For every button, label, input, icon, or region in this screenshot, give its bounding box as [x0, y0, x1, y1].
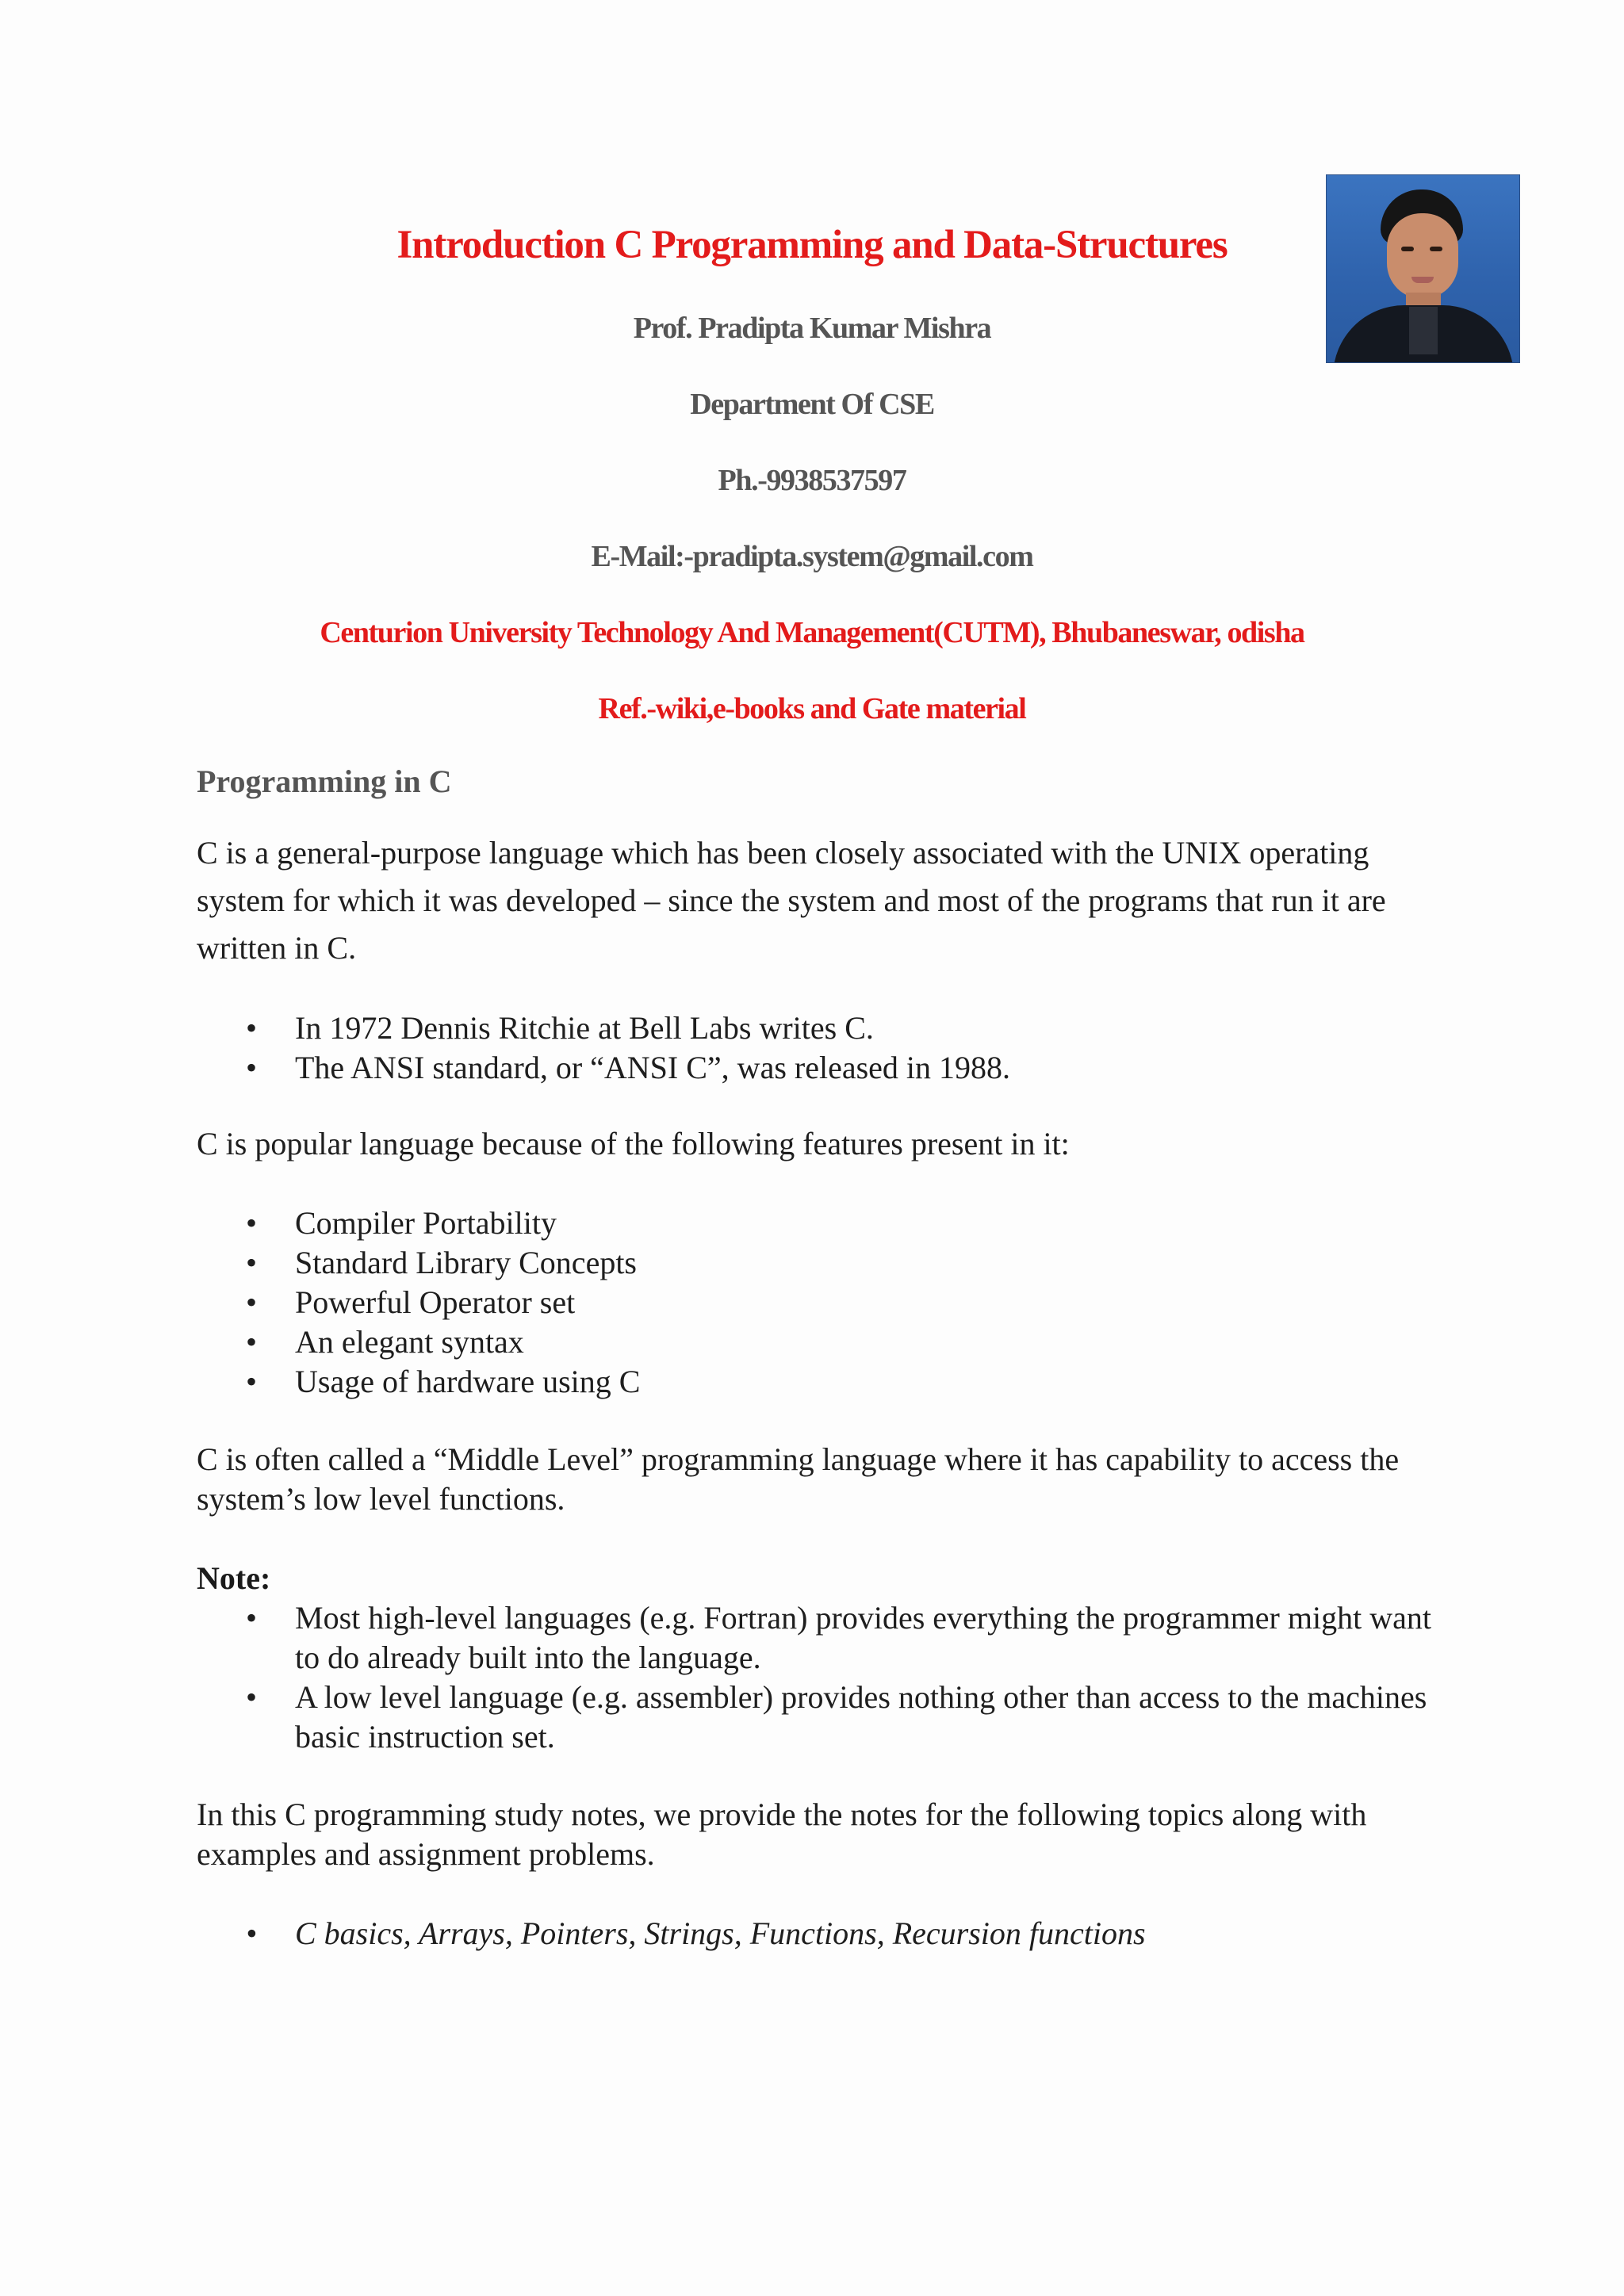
- section-heading: Programming in C: [197, 763, 452, 799]
- list-item: [197, 1914, 1450, 1954]
- list-item-text: Usage of hardware using C: [295, 1364, 641, 1399]
- features-list: [197, 1203, 1450, 1402]
- list-item-text: C basics, Arrays, Pointers, Strings, Functions, Recursion functions: [295, 1915, 1146, 1951]
- list-item-text: A low level language (e.g. assembler) provides nothing other than access to the machines basic instruction set.: [295, 1679, 1427, 1755]
- list-item: [197, 1008, 1450, 1048]
- email-address: E-Mail:-pradipta.system@gmail.com: [591, 540, 1033, 573]
- list-item: [197, 1243, 1450, 1283]
- list-item-text: In 1972 Dennis Ritchie at Bell Labs writes C.: [295, 1010, 874, 1046]
- bullet-icon: •: [246, 1284, 258, 1320]
- list-item: [197, 1048, 1450, 1088]
- list-item: [197, 1362, 1450, 1402]
- history-list: [197, 1008, 1450, 1088]
- list-item-text: The ANSI standard, or “ANSI C”, was released in 1988.: [295, 1050, 1011, 1085]
- reference-line: Ref.-wiki,e-books and Gate material: [598, 692, 1026, 725]
- bullet-icon: •: [246, 1050, 258, 1085]
- bullet-icon: •: [246, 1679, 258, 1715]
- middle-level-paragraph: C is often called a “Middle Level” programming language where it has capability to access the system’s low level functions.: [197, 1441, 1400, 1517]
- phone-number: Ph.-9938537597: [718, 464, 906, 497]
- bullet-icon: •: [246, 1010, 258, 1046]
- intro-paragraph: C is a general-purpose language which has been closely associated with the UNIX operating system for which it was developed – since the system and most of the programs that run it are written in C.: [197, 835, 1386, 966]
- notes-list: [197, 1598, 1450, 1757]
- list-item-text: An elegant syntax: [295, 1324, 524, 1360]
- note-label: Note:: [197, 1560, 271, 1596]
- list-item: [197, 1598, 1450, 1678]
- document-title: Introduction C Programming and Data-Structures: [396, 223, 1228, 267]
- list-item-text: Powerful Operator set: [295, 1284, 576, 1320]
- list-item: [197, 1322, 1450, 1362]
- bullet-icon: •: [246, 1915, 258, 1951]
- list-item-text: Compiler Portability: [295, 1205, 557, 1241]
- bullet-icon: •: [246, 1205, 258, 1241]
- author-name: Prof. Pradipta Kumar Mishra: [633, 312, 991, 345]
- bullet-icon: •: [246, 1245, 258, 1280]
- list-item: [197, 1203, 1450, 1243]
- list-item: [197, 1678, 1450, 1757]
- bullet-icon: •: [246, 1600, 258, 1636]
- university-name: Centurion University Technology And Management(CUTM), Bhubaneswar, odisha: [320, 616, 1304, 649]
- department: Department Of CSE: [690, 388, 934, 421]
- photo-mouth: [1411, 277, 1434, 283]
- bullet-icon: •: [246, 1324, 258, 1360]
- features-intro: C is popular language because of the following features present in it:: [197, 1126, 1070, 1161]
- topics-list: [197, 1914, 1450, 1954]
- list-item: [197, 1283, 1450, 1322]
- bullet-icon: •: [246, 1364, 258, 1399]
- topics-intro: In this C programming study notes, we provide the notes for the following topics along with examples and assignment problems.: [197, 1797, 1367, 1872]
- list-item-text: Standard Library Concepts: [295, 1245, 637, 1280]
- list-item-text: Most high-level languages (e.g. Fortran) provides everything the programmer might want to do already built into the language.: [295, 1600, 1431, 1675]
